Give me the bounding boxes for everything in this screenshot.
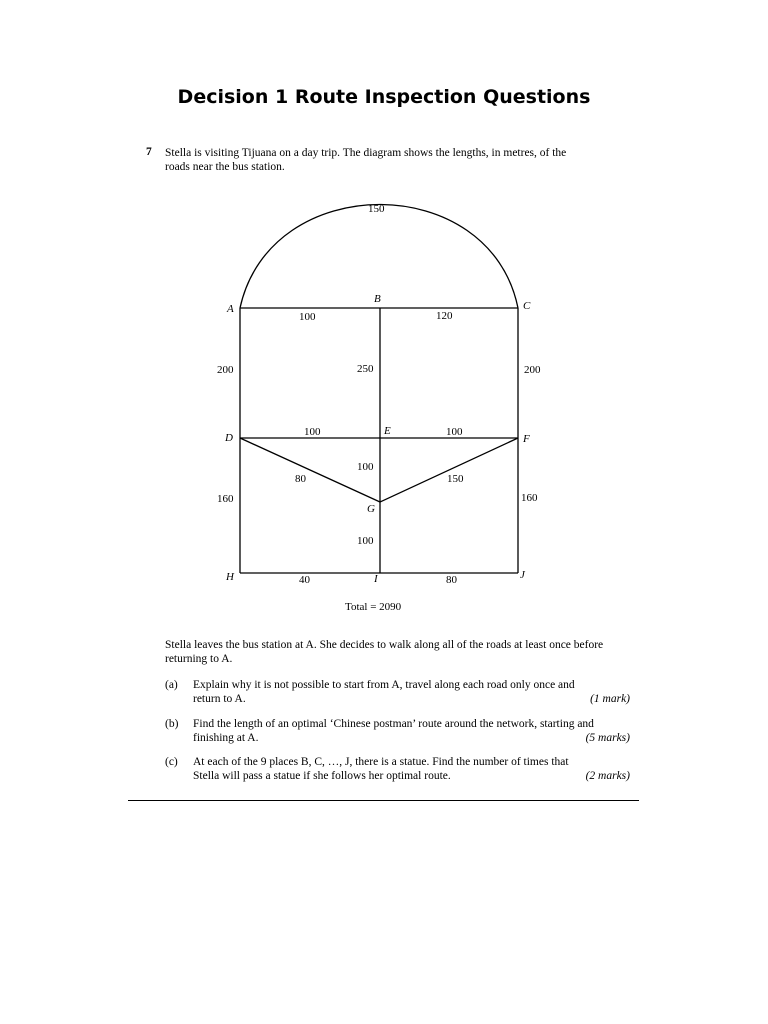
part-line-1: At each of the 9 places B, C, …, J, there is a statue. Find the number of times that <box>193 756 569 768</box>
part-label: (b) <box>165 718 179 730</box>
intro-line-1: Stella is visiting Tijuana on a day trip. The diagram shows the lengths, in metres, of the <box>165 147 567 159</box>
edge-weight-BE: 250 <box>357 363 374 375</box>
edge-weight-DG: 80 <box>295 473 306 485</box>
node-label-B: B <box>374 293 381 305</box>
part-marks: (2 marks) <box>585 770 630 782</box>
part-line-1: Explain why it is not possible to start from A, travel along each road only once and <box>193 679 575 691</box>
edge-weight-DH: 160 <box>217 493 234 505</box>
edge-weight-AD: 200 <box>217 364 234 376</box>
edge-weight-EF: 100 <box>446 426 463 438</box>
scenario-text <box>165 638 635 666</box>
edge-weight-IJ: 80 <box>446 574 457 586</box>
intro-line-2: roads near the bus station. <box>165 161 285 173</box>
edge-weight-EG: 100 <box>357 461 374 473</box>
page-title: Decision 1 Route Inspection Questions <box>177 86 591 108</box>
edge-weight-AB: 100 <box>299 311 316 323</box>
node-label-H: H <box>226 571 234 583</box>
node-label-E: E <box>384 425 391 437</box>
section-divider <box>128 800 639 801</box>
edge-weight-AC-arc: 150 <box>368 203 385 215</box>
question-number: 7 <box>146 146 152 158</box>
node-label-I: I <box>374 573 378 585</box>
node-label-C: C <box>523 300 531 312</box>
scenario-line-1: Stella leaves the bus station at A. She decides to walk along all of the roads at least once before <box>165 639 604 651</box>
question-part-a <box>165 678 630 706</box>
edge-weight-FG: 150 <box>447 473 464 485</box>
edge-weight-GI: 100 <box>357 535 374 547</box>
edge-weight-FJ: 160 <box>521 492 538 504</box>
part-text <box>193 678 625 706</box>
part-text <box>193 755 625 783</box>
node-label-J: J <box>520 569 525 581</box>
edge-weight-DE: 100 <box>304 426 321 438</box>
node-label-F: F <box>523 433 530 445</box>
question-part-b <box>165 717 630 745</box>
node-label-D: D <box>225 432 233 444</box>
part-line-2: return to A. <box>193 693 246 705</box>
edge-weight-BC: 120 <box>436 310 453 322</box>
edge-weight-CF: 200 <box>524 364 541 376</box>
edge-weight-HI: 40 <box>299 574 310 586</box>
part-text <box>193 717 625 745</box>
question-part-c <box>165 755 630 783</box>
part-label: (a) <box>165 679 178 691</box>
edge-F-G <box>380 438 518 502</box>
node-label-G: G <box>367 503 375 515</box>
node-label-A: A <box>227 303 234 315</box>
part-marks: (1 mark) <box>590 693 630 705</box>
part-line-1: Find the length of an optimal ‘Chinese postman’ route around the network, starting and <box>193 718 594 730</box>
part-marks: (5 marks) <box>585 732 630 744</box>
part-line-2: finishing at A. <box>193 732 259 744</box>
part-line-2: Stella will pass a statue if she follows her optimal route. <box>193 770 451 782</box>
scenario-line-2: returning to A. <box>165 653 233 665</box>
diagram-total: Total = 2090 <box>345 601 402 613</box>
part-label: (c) <box>165 756 178 768</box>
